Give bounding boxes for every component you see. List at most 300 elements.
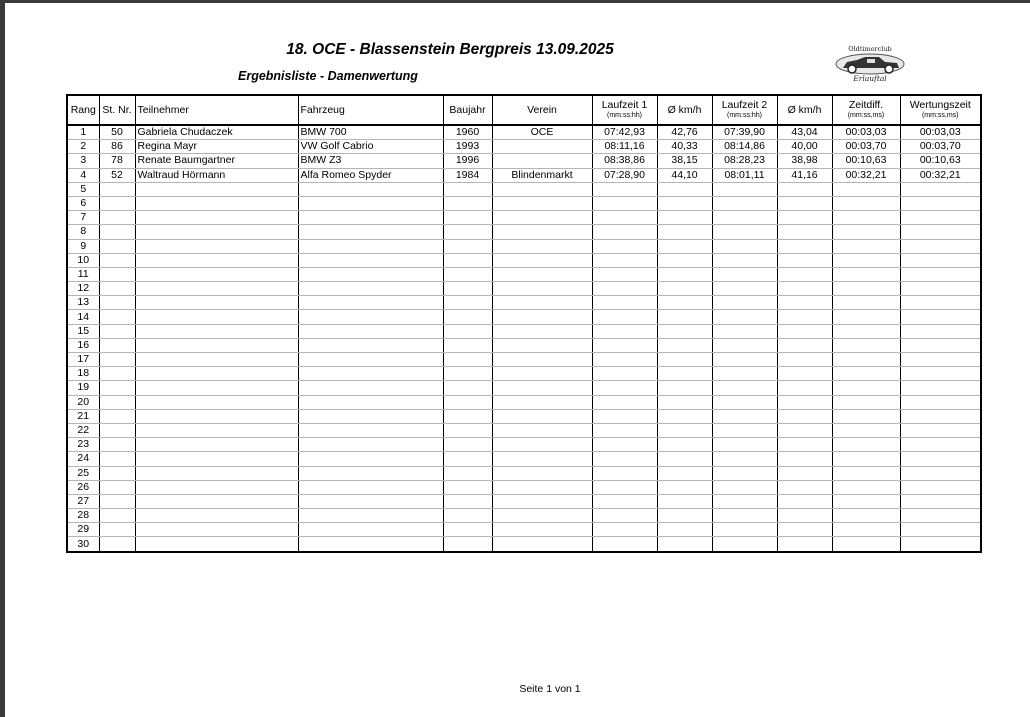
cell-fahrzeug [298,452,443,466]
cell-fahrzeug [298,423,443,437]
cell-stnr [99,367,135,381]
cell-verein [492,537,592,552]
header-stnr: St. Nr. [99,95,135,125]
cell-laufzeit1: 08:11,16 [592,140,657,154]
cell-laufzeit2 [712,211,777,225]
table-row [67,296,981,310]
cell-stnr: 52 [99,168,135,182]
table-row [67,466,981,480]
cell-stnr: 86 [99,140,135,154]
cell-stnr [99,239,135,253]
cell-wertungszeit: 00:10,63 [900,154,981,168]
cell-fahrzeug [298,367,443,381]
cell-stnr [99,324,135,338]
cell-laufzeit1 [592,310,657,324]
cell-laufzeit1 [592,196,657,210]
cell-stnr [99,267,135,281]
cell-laufzeit2: 07:39,90 [712,125,777,140]
cell-kmh1 [657,395,712,409]
cell-fahrzeug [298,494,443,508]
cell-teilnehmer [135,196,298,210]
cell-fahrzeug [298,395,443,409]
results-body [67,125,981,552]
header-zeitdiff [832,95,900,125]
table-row [67,409,981,423]
cell-kmh1: 44,10 [657,168,712,182]
cell-laufzeit2 [712,438,777,452]
cell-fahrzeug [298,537,443,552]
cell-baujahr [443,537,492,552]
cell-verein [492,267,592,281]
cell-fahrzeug [298,353,443,367]
cell-stnr [99,452,135,466]
header-zeitdiff-label: Zeitdiff. [848,99,884,111]
cell-verein [492,239,592,253]
cell-baujahr: 1984 [443,168,492,182]
cell-laufzeit2 [712,423,777,437]
cell-fahrzeug [298,253,443,267]
cell-baujahr [443,353,492,367]
cell-zeitdiff [832,353,900,367]
cell-teilnehmer [135,452,298,466]
cell-kmh2 [777,381,832,395]
cell-rang: 18 [67,367,99,381]
cell-kmh1 [657,338,712,352]
cell-wertungszeit [900,196,981,210]
cell-verein [492,353,592,367]
table-row [67,282,981,296]
cell-kmh1 [657,480,712,494]
cell-kmh2 [777,338,832,352]
cell-baujahr [443,338,492,352]
cell-baujahr: 1996 [443,154,492,168]
cell-rang: 22 [67,423,99,437]
cell-wertungszeit [900,182,981,196]
cell-laufzeit2 [712,537,777,552]
cell-rang: 26 [67,480,99,494]
cell-kmh2 [777,282,832,296]
cell-laufzeit1 [592,211,657,225]
cell-zeitdiff [832,324,900,338]
cell-fahrzeug [298,211,443,225]
cell-laufzeit2 [712,182,777,196]
cell-verein [492,182,592,196]
cell-fahrzeug [298,282,443,296]
cell-stnr [99,509,135,523]
document-subtitle: Ergebnisliste - Damenwertung [238,69,418,83]
cell-stnr [99,353,135,367]
cell-laufzeit1 [592,523,657,537]
cell-teilnehmer [135,282,298,296]
cell-teilnehmer [135,182,298,196]
cell-kmh1 [657,296,712,310]
cell-teilnehmer [135,353,298,367]
cell-rang: 15 [67,324,99,338]
cell-teilnehmer: Renate Baumgartner [135,154,298,168]
cell-verein [492,253,592,267]
cell-kmh1 [657,211,712,225]
header-teilnehmer: Teilnehmer [135,95,298,125]
cell-kmh1 [657,253,712,267]
cell-teilnehmer [135,480,298,494]
cell-teilnehmer: Gabriela Chudaczek [135,125,298,140]
cell-laufzeit2 [712,267,777,281]
cell-rang: 12 [67,282,99,296]
cell-laufzeit2 [712,494,777,508]
cell-verein [492,494,592,508]
cell-verein: Blindenmarkt [492,168,592,182]
cell-laufzeit1 [592,239,657,253]
cell-fahrzeug: BMW Z3 [298,154,443,168]
cell-stnr [99,409,135,423]
cell-wertungszeit: 00:32,21 [900,168,981,182]
cell-laufzeit1 [592,509,657,523]
cell-zeitdiff [832,480,900,494]
cell-teilnehmer [135,225,298,239]
cell-rang: 23 [67,438,99,452]
cell-fahrzeug [298,267,443,281]
table-header-row [67,95,981,125]
cell-verein [492,452,592,466]
cell-rang: 17 [67,353,99,367]
cell-stnr [99,395,135,409]
cell-verein [492,509,592,523]
cell-teilnehmer [135,310,298,324]
cell-baujahr [443,381,492,395]
cell-stnr [99,523,135,537]
table-row [67,381,981,395]
cell-zeitdiff [832,409,900,423]
cell-zeitdiff [832,338,900,352]
cell-fahrzeug [298,310,443,324]
cell-laufzeit2 [712,338,777,352]
table-row [67,125,981,140]
cell-kmh2 [777,480,832,494]
cell-teilnehmer [135,438,298,452]
cell-wertungszeit [900,494,981,508]
cell-stnr [99,338,135,352]
cell-kmh1: 42,76 [657,125,712,140]
cell-verein [492,154,592,168]
cell-rang: 6 [67,196,99,210]
header-wertungszeit-unit: (mm:ss,ms) [921,112,959,119]
cell-verein [492,395,592,409]
cell-verein [492,409,592,423]
cell-verein [492,225,592,239]
cell-laufzeit2 [712,381,777,395]
cell-wertungszeit [900,338,981,352]
cell-teilnehmer [135,381,298,395]
cell-laufzeit1 [592,537,657,552]
cell-kmh1 [657,239,712,253]
table-row [67,537,981,552]
header-baujahr: Baujahr [443,95,492,125]
cell-baujahr [443,196,492,210]
cell-rang: 9 [67,239,99,253]
cell-kmh2 [777,523,832,537]
cell-baujahr: 1993 [443,140,492,154]
cell-verein [492,381,592,395]
cell-baujahr [443,509,492,523]
cell-laufzeit1 [592,409,657,423]
cell-baujahr [443,480,492,494]
cell-rang: 3 [67,154,99,168]
cell-baujahr [443,182,492,196]
cell-fahrzeug: Alfa Romeo Spyder [298,168,443,182]
cell-kmh2 [777,466,832,480]
cell-kmh1 [657,353,712,367]
cell-fahrzeug: BMW 700 [298,125,443,140]
cell-teilnehmer [135,523,298,537]
results-table [66,94,982,553]
cell-stnr [99,466,135,480]
cell-kmh1 [657,509,712,523]
table-row [67,168,981,182]
cell-zeitdiff: 00:03,03 [832,125,900,140]
cell-kmh2 [777,367,832,381]
cell-wertungszeit [900,466,981,480]
cell-zeitdiff [832,537,900,552]
cell-verein [492,211,592,225]
cell-rang: 25 [67,466,99,480]
cell-laufzeit2 [712,324,777,338]
header-verein: Verein [492,95,592,125]
cell-rang: 29 [67,523,99,537]
cell-zeitdiff [832,523,900,537]
cell-teilnehmer [135,253,298,267]
cell-fahrzeug [298,381,443,395]
cell-teilnehmer [135,509,298,523]
cell-verein [492,480,592,494]
cell-wertungszeit: 00:03,03 [900,125,981,140]
cell-baujahr [443,296,492,310]
cell-kmh2 [777,267,832,281]
cell-laufzeit1 [592,338,657,352]
cell-zeitdiff [832,196,900,210]
cell-kmh2: 38,98 [777,154,832,168]
cell-laufzeit2 [712,367,777,381]
table-row [67,211,981,225]
cell-kmh2: 40,00 [777,140,832,154]
cell-laufzeit1 [592,367,657,381]
cell-verein [492,438,592,452]
cell-laufzeit1 [592,253,657,267]
table-row [67,452,981,466]
cell-verein [492,338,592,352]
cell-laufzeit2: 08:14,86 [712,140,777,154]
table-row [67,140,981,154]
logo-top-text: Oldtimerclub [848,45,892,53]
cell-wertungszeit [900,480,981,494]
cell-laufzeit2 [712,452,777,466]
cell-zeitdiff [832,296,900,310]
table-row [67,225,981,239]
cell-stnr [99,182,135,196]
cell-laufzeit2 [712,253,777,267]
cell-laufzeit1 [592,296,657,310]
cell-baujahr [443,324,492,338]
cell-laufzeit1 [592,438,657,452]
cell-stnr [99,196,135,210]
cell-rang: 1 [67,125,99,140]
document-title: 18. OCE - Blassenstein Bergpreis 13.09.2025 [286,41,614,58]
cell-kmh2: 43,04 [777,125,832,140]
cell-laufzeit1 [592,267,657,281]
cell-kmh2 [777,253,832,267]
table-row [67,182,981,196]
header-laufzeit2-unit: (mm:ss:hh) [727,112,762,119]
cell-zeitdiff [832,239,900,253]
cell-kmh2 [777,211,832,225]
cell-baujahr [443,452,492,466]
cell-laufzeit2 [712,523,777,537]
document-page [5,3,1030,717]
cell-fahrzeug [298,239,443,253]
cell-kmh1 [657,225,712,239]
cell-fahrzeug [298,466,443,480]
cell-rang: 2 [67,140,99,154]
cell-verein [492,423,592,437]
cell-rang: 10 [67,253,99,267]
cell-baujahr [443,253,492,267]
cell-baujahr [443,466,492,480]
cell-zeitdiff [832,182,900,196]
header-kmh1: Ø km/h [657,95,712,125]
cell-wertungszeit [900,367,981,381]
cell-zeitdiff [832,395,900,409]
header-laufzeit2 [712,95,777,125]
cell-laufzeit2 [712,395,777,409]
cell-teilnehmer [135,267,298,281]
cell-teilnehmer [135,537,298,552]
header-laufzeit1-unit: (mm:ss:hh) [607,112,642,119]
cell-baujahr [443,395,492,409]
table-row [67,367,981,381]
table-row [67,494,981,508]
cell-stnr [99,480,135,494]
cell-laufzeit2: 08:28,23 [712,154,777,168]
cell-rang: 20 [67,395,99,409]
table-row [67,196,981,210]
cell-baujahr [443,282,492,296]
cell-wertungszeit [900,253,981,267]
logo-bottom-text: Erlauftal [853,74,887,83]
cell-rang: 27 [67,494,99,508]
header-fahrzeug: Fahrzeug [298,95,443,125]
cell-wertungszeit: 00:03,70 [900,140,981,154]
cell-baujahr [443,494,492,508]
cell-wertungszeit [900,381,981,395]
cell-wertungszeit [900,423,981,437]
cell-wertungszeit [900,537,981,552]
cell-kmh2 [777,537,832,552]
cell-wertungszeit [900,353,981,367]
cell-fahrzeug [298,509,443,523]
cell-zeitdiff [832,509,900,523]
cell-fahrzeug [298,182,443,196]
cell-teilnehmer [135,494,298,508]
cell-verein [492,140,592,154]
cell-rang: 28 [67,509,99,523]
cell-baujahr: 1960 [443,125,492,140]
cell-laufzeit1 [592,395,657,409]
cell-kmh1 [657,537,712,552]
cell-kmh2: 41,16 [777,168,832,182]
cell-laufzeit2 [712,282,777,296]
cell-wertungszeit [900,211,981,225]
cell-zeitdiff [832,452,900,466]
cell-laufzeit2: 08:01,11 [712,168,777,182]
header-wertungszeit [900,95,981,125]
cell-rang: 11 [67,267,99,281]
cell-laufzeit2 [712,466,777,480]
cell-verein [492,367,592,381]
cell-zeitdiff [832,267,900,281]
cell-laufzeit1 [592,452,657,466]
cell-laufzeit2 [712,296,777,310]
cell-zeitdiff [832,381,900,395]
cell-zeitdiff [832,211,900,225]
cell-rang: 5 [67,182,99,196]
cell-zeitdiff [832,310,900,324]
cell-stnr [99,225,135,239]
cell-laufzeit2 [712,239,777,253]
header-zeitdiff-unit: (mm:ss,ms) [847,112,885,119]
cell-kmh1 [657,494,712,508]
cell-teilnehmer [135,211,298,225]
cell-fahrzeug [298,523,443,537]
cell-stnr [99,381,135,395]
cell-fahrzeug [298,338,443,352]
cell-kmh2 [777,452,832,466]
cell-fahrzeug [298,324,443,338]
header-laufzeit1-label: Laufzeit 1 [601,99,648,111]
cell-kmh2 [777,225,832,239]
cell-kmh2 [777,239,832,253]
cell-laufzeit2 [712,225,777,239]
cell-stnr: 50 [99,125,135,140]
cell-baujahr [443,239,492,253]
cell-baujahr [443,438,492,452]
cell-teilnehmer [135,466,298,480]
cell-verein [492,310,592,324]
cell-stnr [99,282,135,296]
cell-fahrzeug: VW Golf Cabrio [298,140,443,154]
cell-stnr: 78 [99,154,135,168]
table-row [67,438,981,452]
cell-kmh1: 38,15 [657,154,712,168]
cell-verein [492,523,592,537]
cell-zeitdiff [832,466,900,480]
cell-zeitdiff [832,494,900,508]
cell-baujahr [443,409,492,423]
table-row [67,324,981,338]
cell-zeitdiff [832,367,900,381]
page-number: Seite 1 von 1 [519,683,581,695]
cell-laufzeit2 [712,509,777,523]
cell-stnr [99,537,135,552]
cell-teilnehmer [135,395,298,409]
cell-zeitdiff [832,225,900,239]
table-row [67,267,981,281]
cell-laufzeit2 [712,409,777,423]
cell-kmh2 [777,395,832,409]
cell-kmh2 [777,296,832,310]
cell-kmh1 [657,196,712,210]
cell-laufzeit1: 08:38,86 [592,154,657,168]
header-wertungszeit-label: Wertungszeit [909,99,971,111]
cell-baujahr [443,267,492,281]
